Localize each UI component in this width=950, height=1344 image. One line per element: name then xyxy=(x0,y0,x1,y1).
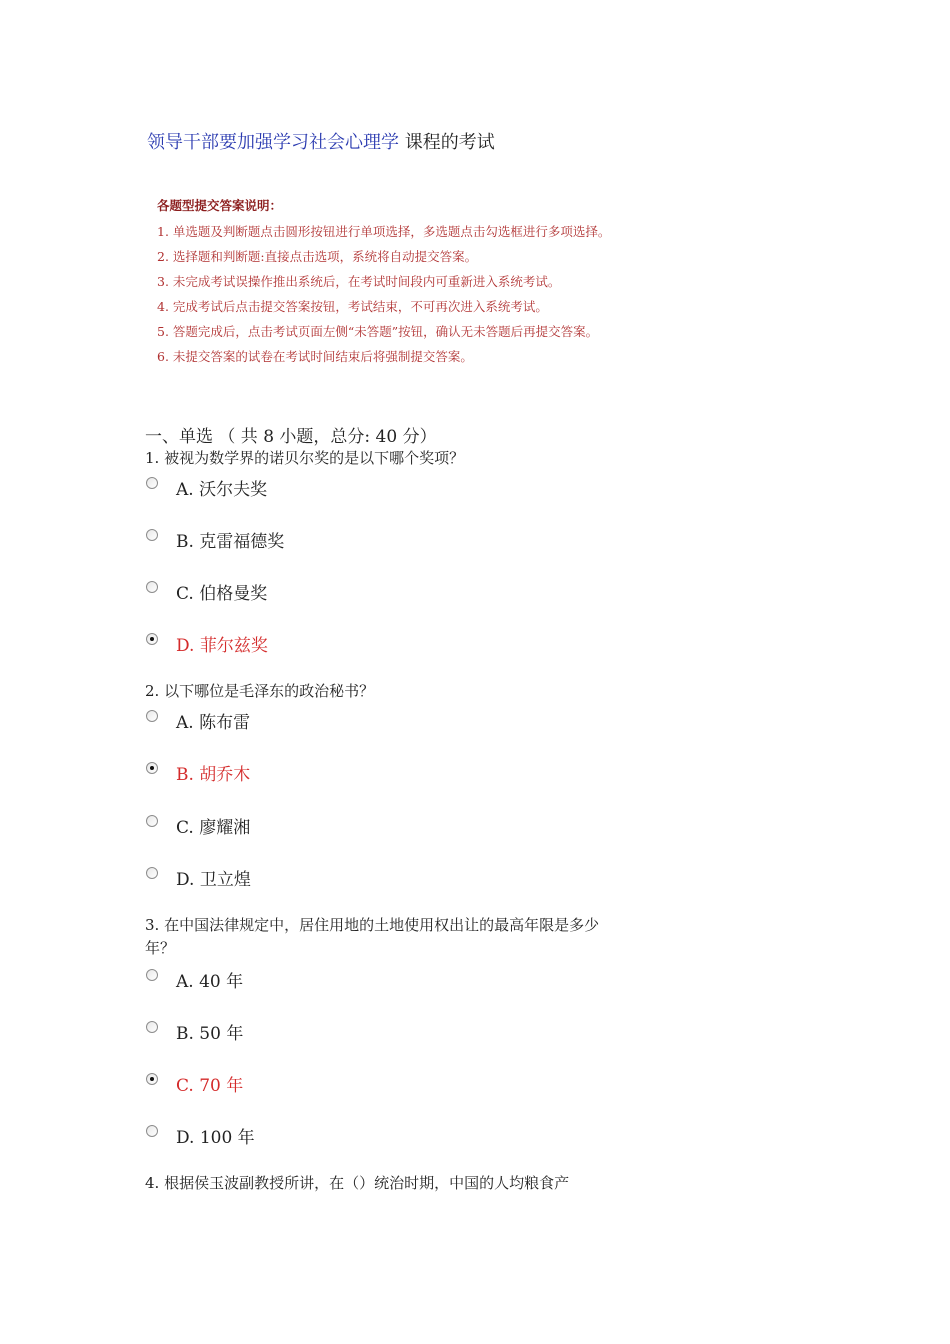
instruction-item: 5. 答题完成后，点击考试页面左侧“未答题”按钮，确认无未答题后再提交答案。 xyxy=(157,324,599,339)
radio-button[interactable] xyxy=(146,1073,158,1085)
radio-button[interactable] xyxy=(146,1021,158,1033)
instructions-heading: 各题型提交答案说明： xyxy=(157,198,283,213)
option-label: D. 100 年 xyxy=(176,1128,255,1148)
option-label: A. 沃尔夫奖 xyxy=(176,480,268,500)
option-label: B. 克雷福德奖 xyxy=(176,532,285,552)
radio-button[interactable] xyxy=(146,477,158,489)
question-3-text: 3. 在中国法律规定中，居住用地的土地使用权出让的最高年限是多少年？ xyxy=(145,916,600,957)
instruction-item: 6. 未提交答案的试卷在考试时间结束后将强制提交答案。 xyxy=(157,349,473,364)
radio-button[interactable] xyxy=(146,529,158,541)
option-label: A. 40 年 xyxy=(176,972,244,992)
option-label: C. 伯格曼奖 xyxy=(176,584,268,604)
option-label: B. 50 年 xyxy=(176,1024,244,1044)
option-label: B. 胡乔木 xyxy=(176,765,251,785)
page-title xyxy=(147,128,495,154)
option-label: C. 廖耀湘 xyxy=(176,818,251,838)
radio-button[interactable] xyxy=(146,1125,158,1137)
radio-button[interactable] xyxy=(146,710,158,722)
course-title: 领导干部要加强学习社会心理学 xyxy=(147,132,399,153)
radio-button[interactable] xyxy=(146,762,158,774)
instruction-item: 3. 未完成考试误操作推出系统后，在考试时间段内可重新进入系统考试。 xyxy=(157,274,561,289)
question-2-text: 2. 以下哪位是毛泽东的政治秘书？ xyxy=(145,682,375,700)
instruction-item: 2. 选择题和判断题:直接点击选项，系统将自动提交答案。 xyxy=(157,249,478,264)
section-heading: 一、单选 （ 共 8 小题，总分: 40 分） xyxy=(145,427,437,447)
question-1-text: 1. 被视为数学界的诺贝尔奖的是以下哪个奖项？ xyxy=(145,449,465,467)
option-label: A. 陈布雷 xyxy=(176,713,251,733)
instruction-item: 1. 单选题及判断题点击圆形按钮进行单项选择，多选题点击勾选框进行多项选择。 xyxy=(157,224,611,239)
radio-button[interactable] xyxy=(146,581,158,593)
radio-button[interactable] xyxy=(146,969,158,981)
radio-button[interactable] xyxy=(146,633,158,645)
instructions-panel xyxy=(157,196,777,373)
instruction-item: 4. 完成考试后点击提交答案按钮，考试结束，不可再次进入系统考试。 xyxy=(157,299,548,314)
option-label: C. 70 年 xyxy=(176,1076,244,1096)
radio-button[interactable] xyxy=(146,867,158,879)
radio-button[interactable] xyxy=(146,815,158,827)
option-label: D. 菲尔兹奖 xyxy=(176,636,268,656)
question-4-text: 4. 根据侯玉波副教授所讲，在（）统治时期，中国的人均粮食产 xyxy=(145,1174,570,1192)
title-suffix: 课程的考试 xyxy=(404,132,495,153)
option-label: D. 卫立煌 xyxy=(176,870,251,890)
